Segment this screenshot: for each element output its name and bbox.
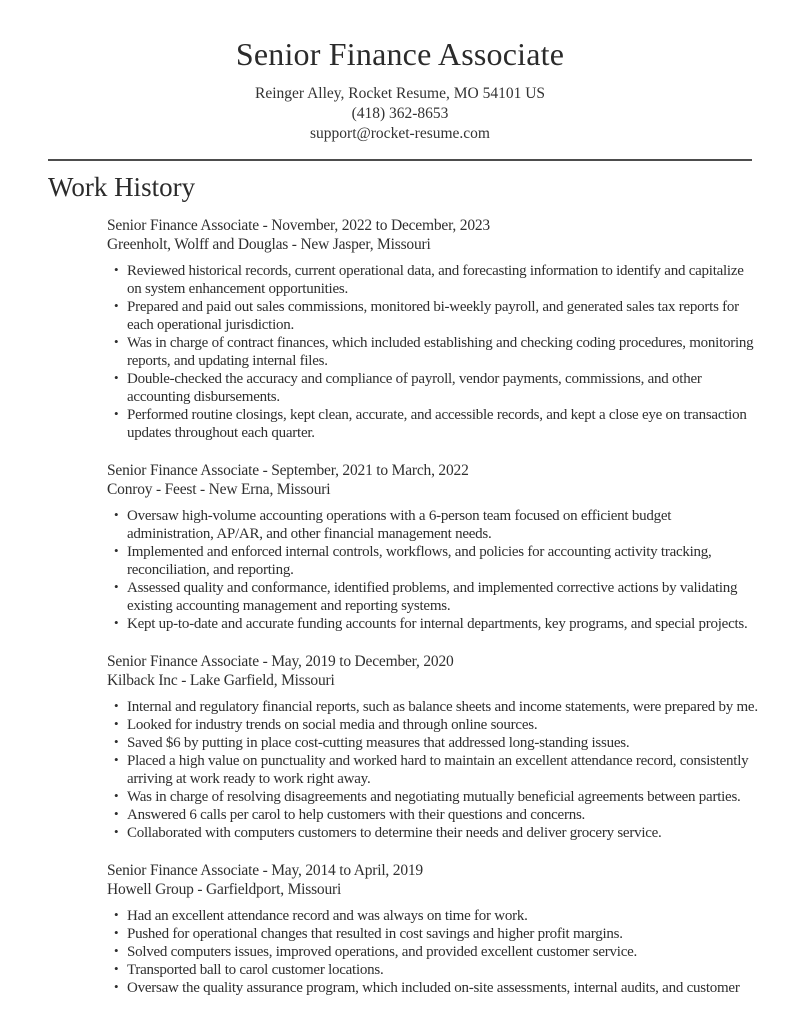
bullet-item: • Assessed quality and conformance, identified problems, and implemented corrective actions by validating existing accounting management and reporting systems. (127, 579, 760, 615)
page-title: Senior Finance Associate (235, 36, 565, 72)
job-company-location: Howell Group - Garfieldport, Missouri (107, 880, 342, 898)
job-company-location: Kilback Inc - Lake Garfield, Missouri (107, 671, 335, 689)
job-heading (107, 862, 760, 899)
bullet-item: • Looked for industry trends on social media and through online sources. (127, 716, 760, 734)
job-heading (107, 217, 760, 254)
job-entry (107, 653, 760, 842)
job-title-dates: Senior Finance Associate - September, 2021 to March, 2022 (107, 462, 469, 479)
job-bullet-list (107, 907, 760, 997)
contact-address: Reinger Alley, Rocket Resume, MO 54101 US (254, 85, 546, 102)
bullet-item: • Double-checked the accuracy and compliance of payroll, vendor payments, commissions, and other accounting disbursements. (127, 370, 760, 406)
bullet-item: • Performed routine closings, kept clean, accurate, and accessible records, and kept a close eye on transaction updates throughout each quarter. (127, 406, 760, 442)
job-bullet-list (107, 698, 760, 842)
bullet-item: • Transported ball to carol customer locations. (127, 961, 760, 979)
job-company-location: Conroy - Feest - New Erna, Missouri (107, 480, 331, 498)
job-title-dates: Senior Finance Associate - November, 2022 to December, 2023 (107, 217, 490, 234)
bullet-item: • Was in charge of contract finances, which included establishing and checking coding procedures, monitoring reports, and updating internal files. (127, 334, 760, 370)
job-company-location: Greenholt, Wolff and Douglas - New Jasper, Missouri (107, 235, 431, 253)
bullet-item: • Saved $6 by putting in place cost-cutting measures that addressed long-standing issues. (127, 734, 760, 752)
job-list (107, 217, 760, 997)
bullet-item: • Solved computers issues, improved operations, and provided excellent customer service. (127, 943, 760, 961)
job-entry (107, 217, 760, 442)
bullet-item: • Kept up-to-date and accurate funding accounts for internal departments, key programs, and special projects. (127, 615, 760, 633)
job-title-dates: Senior Finance Associate - May, 2014 to April, 2019 (107, 862, 423, 879)
bullet-item: • Was in charge of resolving disagreements and negotiating mutually beneficial agreements between parties. (127, 788, 760, 806)
contact-block (48, 84, 752, 144)
resume-header (48, 0, 752, 144)
bullet-item: • Collaborated with computers customers to determine their needs and deliver grocery service. (127, 824, 760, 842)
bullet-item: • Reviewed historical records, current operational data, and forecasting information to identify and capitalize on system enhancement opportunities. (127, 262, 760, 298)
job-bullet-list (107, 262, 760, 442)
bullet-item: • Placed a high value on punctuality and worked hard to maintain an excellent attendance record, consistently arriving at work ready to work right away. (127, 752, 760, 788)
bullet-item: • Oversaw high-volume accounting operations with a 6-person team focused on efficient budget administration, AP/AR, and other financial management needs. (127, 507, 760, 543)
bullet-item: • Pushed for operational changes that resulted in cost savings and higher profit margins. (127, 925, 760, 943)
job-bullet-list (107, 507, 760, 633)
bullet-item: • Oversaw the quality assurance program, which included on-site assessments, internal audits, and customer (127, 979, 760, 997)
job-entry (107, 462, 760, 633)
contact-email: support@rocket-resume.com (310, 125, 490, 142)
bullet-item: • Prepared and paid out sales commissions, monitored bi-weekly payroll, and generated sales tax reports for each operational jurisdiction. (127, 298, 760, 334)
job-heading (107, 653, 760, 690)
bullet-item: • Had an excellent attendance record and was always on time for work. (127, 907, 760, 925)
bullet-item: • Answered 6 calls per carol to help customers with their questions and concerns. (127, 806, 760, 824)
section-title-work-history: Work History (48, 172, 196, 202)
bullet-item: • Implemented and enforced internal controls, workflows, and policies for accounting activity tracking, reconciliation, and reporting. (127, 543, 760, 579)
contact-phone: (418) 362-8653 (351, 105, 449, 122)
bullet-item: • Internal and regulatory financial reports, such as balance sheets and income statements, were prepared by me. (127, 698, 760, 716)
job-title-dates: Senior Finance Associate - May, 2019 to December, 2020 (107, 653, 454, 670)
job-heading (107, 462, 760, 499)
section-divider (48, 159, 752, 161)
job-entry (107, 862, 760, 997)
